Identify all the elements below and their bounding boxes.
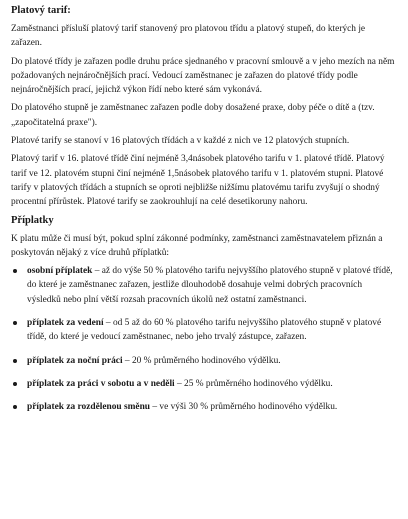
item-term: příplatek za vedení [27, 318, 104, 329]
bullet-icon [13, 359, 17, 363]
item-term: příplatek za noční práci [27, 355, 123, 366]
paragraph: Zaměstnanci přísluší platový tarif stanovený pro platovou třídu a platový stupeň, do kterých je zařazen. [11, 24, 366, 49]
item-text: – od 5 až do 60 % platového tarifu nejvyššího platového stupně v platové třídě, do které je vedoucí zaměstnanec, nebo jeho trvalý zástupce, zařazen. [27, 318, 382, 343]
paragraph: Do platového stupně je zaměstnanec zařazen podle doby dosažené praxe, doby péče o dítě a (tzv. „započitatelná praxe"). [11, 103, 375, 128]
intro-paragraph: K platu může či musí být, pokud splní zákonné podmínky, zaměstnanci zaměstnavatelem přiznán a poskytován nějaký z více druhů příplatků: [11, 233, 383, 258]
item-text: – 25 % průměrného hodinového výdělku. [174, 378, 333, 389]
allowance-list [11, 264, 396, 414]
list-item [11, 354, 396, 368]
section-heading-platovy-tarif: Platový tarif: [11, 5, 71, 16]
bullet-icon [13, 321, 17, 325]
item-text: – až do výše 50 % platového tarifu nejvyššího platového stupně v platové třídě, do které je zaměstnanec zařazen, jestliže dlouhodobě dosahuje velmi dobrých pracovních výsledků nebo plní větší rozsah pracovních úkolů než ostatní zaměstnanci. [27, 266, 393, 305]
item-text: – ve výši 30 % průměrného hodinového výdělku. [150, 402, 338, 413]
bullet-icon [13, 405, 17, 409]
paragraph: Platové tarify se stanoví v 16 platových třídách a v každé z nich ve 12 platových stupních. [11, 136, 350, 147]
list-item [11, 377, 396, 391]
list-item [11, 316, 396, 345]
item-term: příplatek za rozdělenou směnu [27, 402, 151, 413]
bullet-icon [13, 269, 17, 273]
item-term: osobní příplatek [27, 266, 93, 277]
item-term: příplatek za práci v sobotu a v neděli [27, 378, 175, 389]
item-text: – 20 % průměrného hodinového výdělku. [122, 355, 281, 366]
list-item [11, 400, 396, 414]
paragraph: Platový tarif v 16. platové třídě činí nejméně 3,4násobek platového tarifu v 1. platové třídě. Platový tarif ve 12. platovém stupni činí nejméně 1,5násobek platového tarifu v 1. platovém stupni. Platové tarify v platových třídách a stupních se oproti nejbližše nižšímu platovému tarifu zvyšují o shodný procentní přírůstek. Platové tarify se zaokrouhlují na celé desetikoruny nahoru. [11, 154, 385, 208]
bullet-icon [13, 382, 17, 386]
list-item [11, 264, 396, 307]
paragraph: Do platové třídy je zařazen podle druhu práce sjednaného v pracovní smlouvě a v jeho mezích na něm požadovaných nejnáročnějších prací. Vedoucí zaměstnanec je zařazen do platové třídy podle nejnáročnějších prací, jejichž výkon řídí nebo které sám vykonává. [11, 56, 395, 96]
section-heading-priplatky: Příplatky [11, 214, 54, 226]
